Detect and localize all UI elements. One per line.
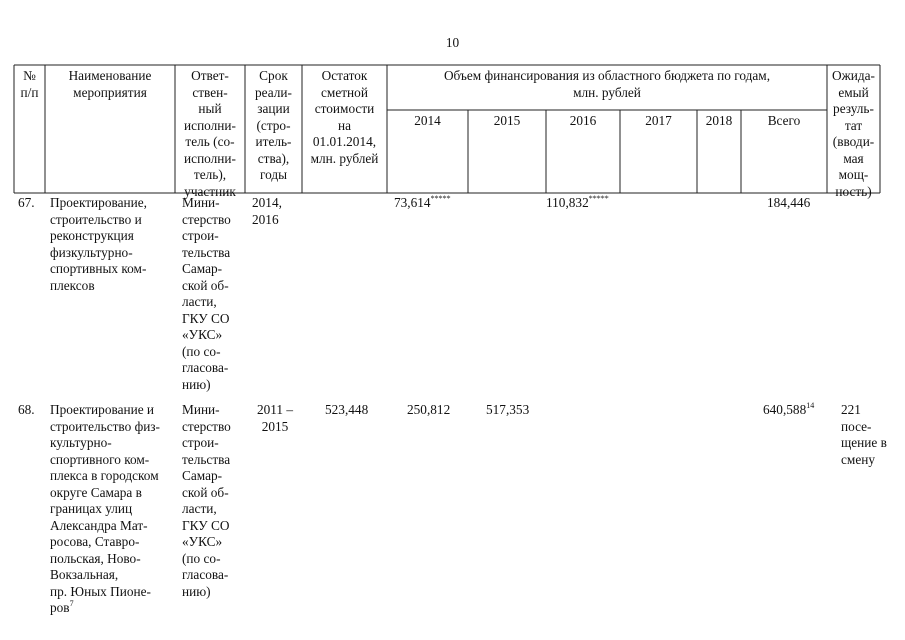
header-term-line: реали- [255, 84, 292, 100]
header-term-line: ства), [257, 150, 290, 166]
row-executor-line: ГКУ СО [182, 310, 230, 326]
footnote-mark: 14 [806, 401, 815, 410]
row-executor-line: ласти, [182, 294, 217, 309]
header-executor-line: тель (со- [185, 134, 235, 149]
header-result-line: Ожида- [831, 68, 875, 83]
header-result-line: (вводи- [832, 134, 875, 149]
row-name-text: ров [50, 600, 70, 615]
row-executor-line: (по со- [182, 550, 221, 566]
row-result-line: щение в [841, 435, 887, 450]
row-executor-line: стерство [182, 211, 231, 227]
header-executor-line: исполни- [184, 117, 236, 133]
footnote-mark: ***** [588, 194, 609, 203]
row-68-term [248, 402, 302, 435]
header-term-line: (стро- [256, 117, 291, 133]
row-68-y2014: 250,812 [407, 402, 451, 417]
header-year-2016: 2016 [569, 113, 597, 128]
row-67-name [50, 195, 147, 294]
header-balance-line: на [337, 117, 352, 133]
row-executor-line: ской об- [182, 484, 229, 500]
row-executor-line: ской об- [182, 277, 229, 293]
row-name-line: Александра Мат- [50, 517, 148, 533]
row-67-term [252, 195, 282, 228]
header-financing-line: Объем финансирования из областного бюджета по годам, [443, 68, 771, 83]
row-executor-line: строи- [182, 435, 219, 450]
row-executor-line: Самар- [182, 261, 223, 276]
row-executor-line: (по со- [182, 343, 221, 359]
header-term-line: зации [257, 101, 290, 116]
footnote-mark: ***** [430, 194, 451, 203]
value: 640,588 [763, 402, 807, 417]
header-year-2018: 2018 [705, 113, 733, 128]
header-num-line: № [23, 68, 36, 83]
header-name-line: мероприятия [73, 84, 147, 100]
row-68-name [50, 402, 160, 617]
row-67-y2016 [546, 195, 609, 212]
row-name-line: культурно- [50, 435, 112, 450]
value: 73,614 [394, 195, 431, 210]
row-executor-line: Мини- [182, 195, 220, 210]
row-executor-line: тельства [182, 244, 231, 260]
row-67-y2014 [394, 195, 451, 212]
header-executor-line: участник [184, 183, 236, 199]
header-balance [302, 68, 387, 167]
row-term-line: 2015 [261, 418, 289, 434]
row-67-executor [182, 195, 231, 393]
header-executor-line: ный [198, 101, 222, 116]
row-name-line: росова, Ставро- [50, 534, 140, 549]
row-name-line: спортивного ком- [50, 451, 150, 467]
row-name-line: округе Самара в [50, 484, 142, 500]
row-name-line: плексов [50, 277, 95, 293]
row-executor-line: нию) [182, 583, 211, 599]
row-name-line: плекса в городском [50, 468, 159, 483]
row-executor-line: гласова- [182, 360, 229, 375]
header-result-line: резуль- [833, 101, 874, 116]
header-term-line: Срок [259, 68, 288, 83]
header-financing-line: млн. рублей [573, 84, 641, 100]
header-term-line: годы [259, 167, 288, 182]
row-executor-line: ГКУ СО [182, 517, 230, 533]
header-term [245, 68, 302, 184]
value: 110,832 [546, 195, 589, 210]
row-68-executor [182, 402, 231, 600]
header-balance-line: сметной [321, 84, 368, 100]
row-executor-line: строи- [182, 228, 219, 243]
header-term-line: итель- [255, 134, 292, 149]
page-number: 10 [445, 35, 460, 50]
row-68-total [763, 402, 814, 419]
row-name-line: границах улиц [50, 501, 133, 516]
header-result-line: емый [838, 84, 869, 100]
row-executor-line: стерство [182, 418, 231, 434]
row-67-total [767, 195, 810, 212]
row-name-line: физкультурно- [50, 244, 133, 260]
header-balance-line: млн. рублей [310, 150, 379, 166]
row-68-y2015: 517,353 [486, 402, 530, 417]
header-num-line: п/п [20, 84, 39, 100]
header-result-line: мощ- [838, 167, 869, 182]
header-balance-line: 01.01.2014, [312, 134, 377, 149]
row-executor-line: Мини- [182, 402, 220, 417]
header-result-line: тат [844, 117, 863, 133]
row-name-line [50, 600, 160, 617]
row-name-line: реконструкция [50, 228, 134, 243]
row-term-line: 2011 – [256, 402, 294, 417]
header-financing [387, 68, 827, 101]
row-name-line: строительство физ- [50, 418, 160, 434]
row-term-line: 2014, [252, 195, 282, 210]
row-name-line: Проектирование, [50, 195, 147, 210]
header-num [14, 68, 45, 101]
row-executor-line: «УКС» [182, 327, 223, 342]
row-67-num: 67. [18, 195, 35, 210]
header-balance-line: стоимости [314, 101, 375, 116]
row-name-line: пр. Юных Пионе- [50, 583, 151, 599]
row-name-line: Вокзальная, [50, 567, 119, 582]
header-executor [175, 68, 245, 200]
header-result-line: ность) [835, 183, 872, 199]
row-result-line: посе- [841, 418, 872, 434]
header-year-total: Всего [767, 113, 801, 128]
header-executor-line: исполни- [184, 150, 236, 166]
header-name-line: Наименование [68, 68, 152, 83]
row-name-line: строительство и [50, 211, 142, 227]
header-year-2015: 2015 [493, 113, 521, 128]
header-executor-line: Ответ- [191, 68, 229, 83]
row-68-balance: 523,448 [325, 402, 369, 417]
row-68-result [841, 402, 887, 468]
header-name [45, 68, 175, 101]
header-year-2017: 2017 [645, 113, 672, 128]
row-result-line: 221 [841, 402, 861, 417]
row-executor-line: «УКС» [182, 534, 223, 549]
row-name-line: спортивных ком- [50, 261, 147, 276]
value: 184,446 [767, 195, 811, 210]
header-year-2014: 2014 [414, 113, 441, 128]
header-executor-line: тель), [193, 167, 227, 182]
header-result [827, 68, 880, 200]
row-executor-line: тельства [182, 451, 231, 467]
row-term-line: 2016 [252, 211, 279, 227]
row-name-line: польская, Ново- [50, 550, 141, 566]
row-executor-line: нию) [182, 376, 211, 392]
row-executor-line: ласти, [182, 501, 217, 516]
row-name-line: Проектирование и [50, 402, 155, 417]
row-executor-line: гласова- [182, 567, 229, 582]
row-result-line: смену [841, 451, 875, 467]
footnote-mark: 7 [69, 599, 74, 608]
header-balance-line: Остаток [321, 68, 368, 83]
header-executor-line: ствен- [192, 84, 228, 100]
row-executor-line: Самар- [182, 468, 223, 483]
header-result-line: мая [843, 150, 864, 166]
row-68-num: 68. [18, 402, 35, 417]
